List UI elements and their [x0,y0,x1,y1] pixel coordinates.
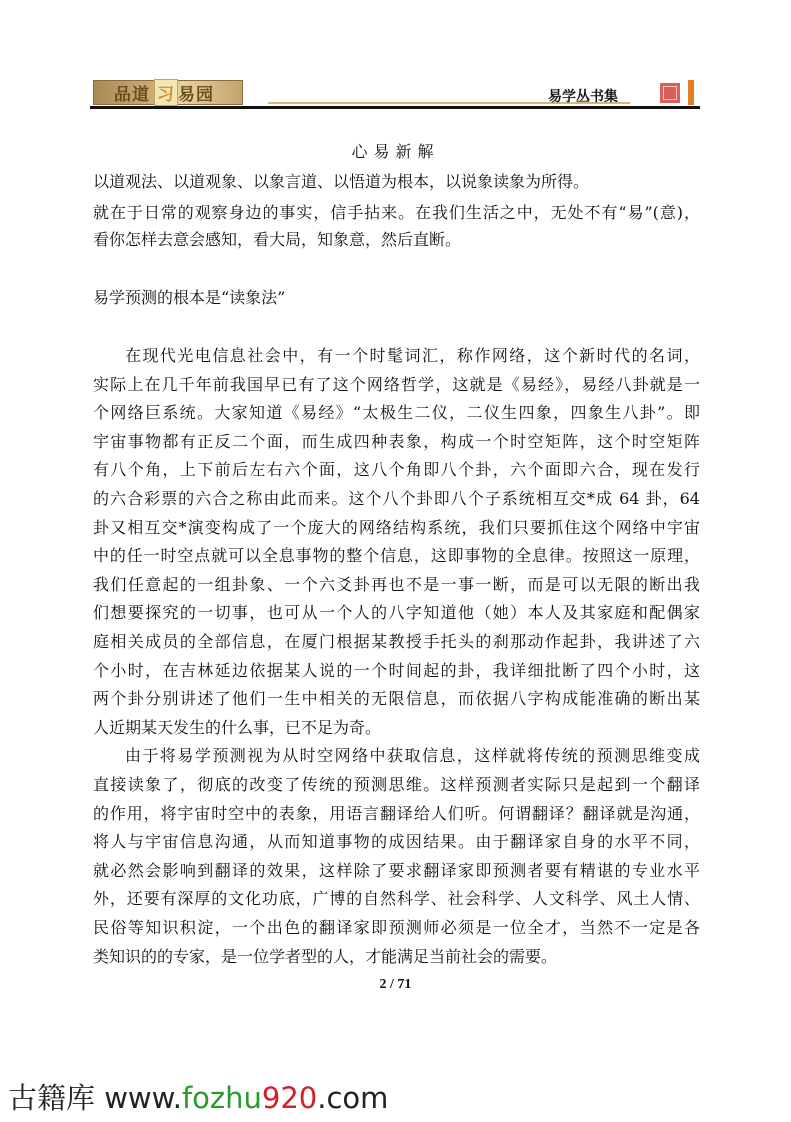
body-line: 两个卦分别讲述了他们一生中相关的无限信息，而依据八字构成能准确的断出某 [93,689,700,709]
orange-bar [688,80,694,105]
logo-tail: 易园 [178,85,214,105]
logo-text: 品道 [114,85,150,105]
site-logo [93,80,243,105]
watermark-prefix: 古籍库 www. [8,1081,182,1115]
body-line: 我们任意起的一组卦象、一个六爻卦再也不是一事一断，而是可以无限的断出我 [93,574,700,594]
intro-line: 以道观法、以道观象、以象言道、以悟道为根本，以说象读象为所得。 [93,172,590,191]
body-line: 有八个角，上下前后左右六个面，这八个角即八个卦，六个面即六合，现在发行 [93,460,700,480]
intro-line: 看你怎样去意会感知，看大局，知象意，然后直断。 [93,230,462,249]
intro-line: 就在于日常的观察身边的事实，信手拈来。在我们生活之中，无处不有“易”(意)， [93,203,700,222]
header-rule [90,106,700,109]
body-line: 中的任一时空点就可以全息事物的整个信息，这即事物的全息律。按照这一原理， [93,546,700,566]
watermark-green: fozhu [181,1081,262,1115]
body-line: 就必然会影响到翻译的效果，这样除了要求翻译家即预测者要有精谌的专业水平 [93,860,700,880]
body-line: 将人与宇宙信息沟通，从而知道事物的成因结果。由于翻译家自身的水平不同， [93,832,700,852]
body-line: 由于将易学预测视为从时空网络中获取信息，这样就将传统的预测思维变成 [125,746,700,766]
body-line: 民俗等知识积淀，一个出色的翻译家即预测师必须是一位全才，当然不一定是各 [93,918,700,937]
section-heading: 易学预测的根本是“读象法” [93,288,286,307]
body-line: 们想要探究的一切事，也可从一个人的八字知道他（她）本人及其家庭和配偶家 [93,603,700,623]
watermark-red: 920 [261,1081,318,1115]
body-line: 个小时，在吉林延边依据某人说的一个时间起的卦，我详细批断了四个小时，这 [93,660,700,680]
body-line: 人近期某天发生的什么事，已不足为奇。 [93,717,382,737]
document-title: 心易新解 [351,142,440,161]
body-line: 在现代光电信息社会中，有一个时髦词汇，称作网络，这个新时代的名词， [125,346,700,365]
body-line: 的六合彩票的六合之称由此而来。这个八个卦即八个子系统相互交*成 64 卦，64 [93,489,700,508]
body-line: 宇宙事物都有正反二个面，而生成四种表象，构成一个时空矩阵，这个时空矩阵 [93,431,700,451]
page-number: 2 / 71 [379,977,412,992]
body-line: 直接读象了，彻底的改变了传统的预测思维。这样预测者实际只是起到一个翻译 [93,775,700,794]
series-title: 易学丛书集 [548,89,618,105]
body-line: 庭相关成员的全部信息，在厦门根据某教授手托头的刹那动作起卦，我讲述了六 [93,632,700,651]
watermark [8,1076,388,1117]
body-line: 实际上在几千年前我国早已有了这个网络哲学，这就是《易经》，易经八卦就是一 [93,374,700,394]
watermark-suffix: .com [317,1081,389,1115]
red-seal-icon [660,83,680,103]
body-line: 外，还要有深厚的文化功底，广博的自然科学、社会科学、人文科学、风土人情、 [93,889,700,909]
body-line: 卦又相互交*演变构成了一个庞大的网络结构系统，我们只要抓住这个网络中宇宙 [93,517,700,537]
body-line: 类知识的的专家，是一位学者型的人，才能满足当前社会的需要。 [93,946,558,966]
body-line: 的作用，将宇宙时空中的表象，用语言翻译给人们听。何谓翻译？翻译就是沟通， [93,803,700,823]
logo-box-char: 习 [154,79,178,106]
body-line: 个网络巨系统。大家知道《易经》“太极生二仪，二仪生四象，四象生八卦”。即 [93,403,700,423]
